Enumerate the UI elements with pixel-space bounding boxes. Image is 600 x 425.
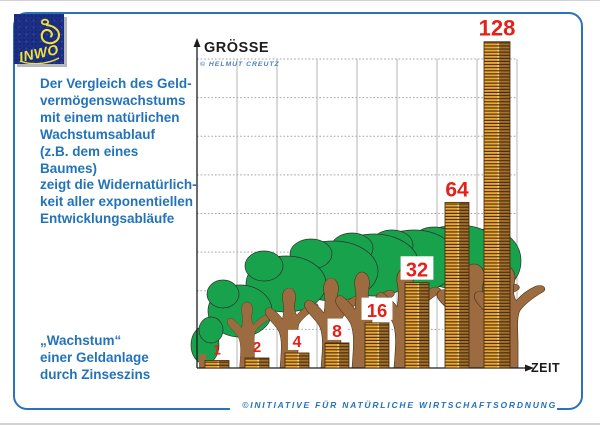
intro-text [40, 76, 198, 228]
caption-line: einer Geldanlage [40, 349, 149, 365]
intro-line: Wachstumsablauf [40, 126, 156, 142]
stack-value-label: 1 [213, 341, 221, 358]
intro-line: Der Vergleich des Geld- [40, 76, 192, 91]
intro-line: mit einem natürlichen [40, 109, 180, 125]
intro-line: vermögenswachstums [40, 92, 186, 108]
coin-stack-64 [445, 202, 469, 368]
logo-wordmark: INWO [17, 41, 61, 64]
intro-line: keit aller exponentiellen [40, 194, 194, 210]
tree-3-canopy [245, 251, 283, 281]
stack-value-label: 16 [366, 299, 388, 321]
coin-stack-4 [285, 353, 309, 368]
logo-spiral-icon [14, 14, 64, 64]
stack-value-label: 4 [292, 333, 302, 351]
caption-text [40, 333, 200, 384]
coin-stack-16 [365, 323, 389, 368]
stack-value-label: 128 [478, 15, 516, 41]
x-axis-label: ZEIT [531, 361, 561, 375]
coin-stack-128 [484, 42, 510, 368]
coin-stack-1 [205, 360, 229, 368]
coin-stack-2 [245, 358, 269, 368]
y-axis-arrow-icon [194, 38, 201, 47]
intro-line: (z.B. dem eines Baumes) [40, 143, 139, 176]
tree-2-canopy [207, 280, 239, 308]
inwo-logo [14, 14, 64, 64]
stack-value-label: 32 [405, 259, 429, 282]
stack-value-label: 8 [332, 320, 342, 341]
intro-line: Entwicklungsabläufe [40, 211, 175, 227]
caption-line: durch Zinseszins [40, 366, 151, 382]
coin-stack-8 [325, 343, 349, 368]
tree-1-canopy [199, 317, 223, 343]
stack-value-label: 2 [252, 338, 262, 356]
stack-value-label: 64 [445, 178, 469, 202]
footer-copyright: ©INITIATIVE FÜR NATÜRLICHE WIRTSCHAFTSORDNUNG [230, 397, 557, 413]
coin-stack-32 [405, 283, 429, 368]
y-axis-label: GRÖSSE [204, 40, 270, 56]
credit-label: © HELMUT CREUTZ [200, 61, 280, 68]
caption-line: „Wachstum“ [40, 333, 122, 348]
intro-line: zeigt die Widernatürlich- [40, 177, 197, 193]
